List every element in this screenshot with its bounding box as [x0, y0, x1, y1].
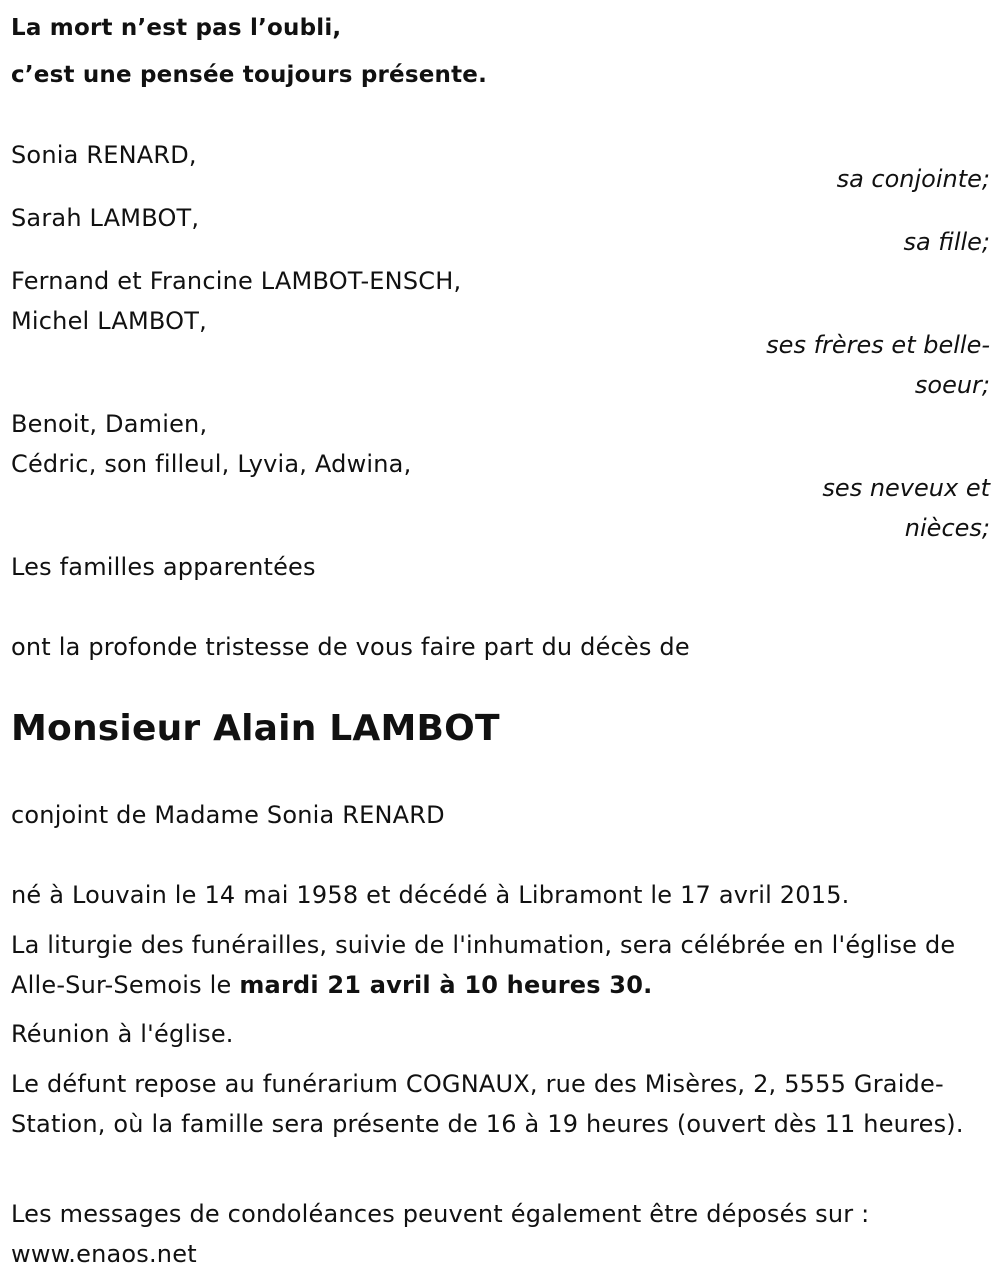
daughter-relation: sa fille; [903, 228, 990, 256]
nephews-relation-line-2: nièces; [904, 514, 990, 542]
ceremony-paragraph [11, 925, 986, 1005]
deceased-name: Monsieur Alain LAMBOT [11, 708, 500, 749]
ceremony-text: La liturgie des funérailles, suivie de l'inhumation, sera célébrée en l'église de Alle-Sur-Semois le [11, 931, 956, 999]
spouse-name: Sonia RENARD, [11, 141, 197, 169]
siblings-relation-line-1: ses frères et belle- [766, 331, 990, 359]
meeting-line: Réunion à l'église. [11, 1020, 234, 1048]
announcement-line: ont la profonde tristesse de vous faire part du décès de [11, 633, 690, 661]
nephews-line-1: Benoit, Damien, [11, 410, 208, 438]
motto-line-1: La mort n’est pas l’oubli, [11, 15, 342, 41]
ceremony-datetime: mardi 21 avril à 10 heures 30. [239, 971, 653, 999]
birth-death-line: né à Louvain le 14 mai 1958 et décédé à Libramont le 17 avril 2015. [11, 881, 850, 909]
siblings-line-1: Fernand et Francine LAMBOT-ENSCH, [11, 267, 462, 295]
nephews-line-2: Cédric, son filleul, Lyvia, Adwina, [11, 450, 412, 478]
siblings-line-2: Michel LAMBOT, [11, 307, 207, 335]
daughter-name: Sarah LAMBOT, [11, 204, 200, 232]
spouse-relation: sa conjointe; [836, 165, 990, 193]
funeral-home-paragraph: Le défunt repose au funérarium COGNAUX, rue des Misères, 2, 5555 Graide-Station, où la famille sera présente de 16 à 19 heures (ouvert dès 11 heures). [11, 1070, 964, 1138]
nephews-relation-line-1: ses neveux et [822, 474, 990, 502]
siblings-relation-line-2: soeur; [914, 371, 990, 399]
relatives-line: Les familles apparentées [11, 553, 316, 581]
spouse-of-line: conjoint de Madame Sonia RENARD [11, 801, 445, 829]
condolences-paragraph: Les messages de condoléances peuvent également être déposés sur : www.enaos.net [11, 1200, 870, 1268]
motto-line-2: c’est une pensée toujours présente. [11, 62, 488, 88]
